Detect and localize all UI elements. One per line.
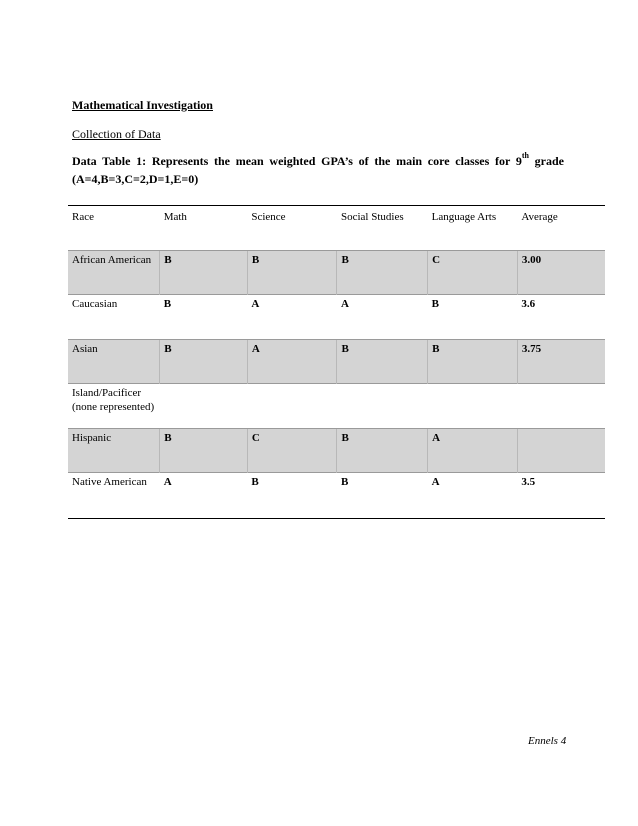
column-header-science: Science xyxy=(247,206,337,251)
math-cell: B xyxy=(160,340,248,384)
language-arts-cell: A xyxy=(428,429,518,473)
social-studies-cell: A xyxy=(337,295,428,340)
caption-text: Data Table 1: Represents the mean weighted GPA’s of the main core classes for 9 xyxy=(72,154,522,168)
math-cell xyxy=(160,384,248,429)
column-header-average: Average xyxy=(517,206,605,251)
table-row xyxy=(68,473,605,519)
social-studies-cell: B xyxy=(337,473,428,519)
caption-legend: (A=4,B=3,C=2,D=1,E=0) xyxy=(72,172,199,186)
page-footer: Ennels 4 xyxy=(528,735,567,747)
race-cell: Asian xyxy=(68,340,160,384)
math-cell: B xyxy=(160,295,248,340)
average-cell: 3.5 xyxy=(517,473,605,519)
gpa-table xyxy=(68,205,605,519)
subsection-heading: Collection of Data xyxy=(72,127,161,141)
column-header-language-arts: Language Arts xyxy=(428,206,518,251)
science-cell: C xyxy=(247,429,337,473)
average-cell: 3.00 xyxy=(517,251,605,295)
language-arts-cell: A xyxy=(428,473,518,519)
race-cell: Caucasian xyxy=(68,295,160,340)
table-row xyxy=(68,429,605,473)
column-header-race: Race xyxy=(68,206,160,251)
average-cell: 3.6 xyxy=(517,295,605,340)
science-cell xyxy=(247,384,337,429)
table-row xyxy=(68,340,605,384)
table-caption xyxy=(72,152,564,171)
table-row xyxy=(68,384,605,429)
average-cell xyxy=(517,429,605,473)
science-cell: B xyxy=(247,473,337,519)
caption-suffix: grade xyxy=(528,154,565,168)
science-cell: B xyxy=(247,251,337,295)
average-cell: 3.75 xyxy=(517,340,605,384)
social-studies-cell: B xyxy=(337,251,428,295)
column-header-social-studies: Social Studies xyxy=(337,206,428,251)
race-cell: Hispanic xyxy=(68,429,160,473)
table-row xyxy=(68,251,605,295)
language-arts-cell: C xyxy=(428,251,518,295)
race-cell: Island/Pacificer (none represented) xyxy=(68,384,160,429)
social-studies-cell: B xyxy=(337,429,428,473)
math-cell: B xyxy=(160,429,248,473)
section-heading: Mathematical Investigation xyxy=(72,98,213,112)
language-arts-cell: B xyxy=(428,340,518,384)
column-header-math: Math xyxy=(160,206,248,251)
race-cell: African American xyxy=(68,251,160,295)
math-cell: B xyxy=(160,251,248,295)
social-studies-cell xyxy=(337,384,428,429)
math-cell: A xyxy=(160,473,248,519)
social-studies-cell: B xyxy=(337,340,428,384)
race-cell: Native American xyxy=(68,473,160,519)
science-cell: A xyxy=(247,340,337,384)
science-cell: A xyxy=(247,295,337,340)
language-arts-cell xyxy=(428,384,518,429)
caption-superscript: th xyxy=(521,151,529,160)
average-cell xyxy=(517,384,605,429)
table-row xyxy=(68,295,605,340)
language-arts-cell: B xyxy=(428,295,518,340)
table-header-row xyxy=(68,206,605,251)
